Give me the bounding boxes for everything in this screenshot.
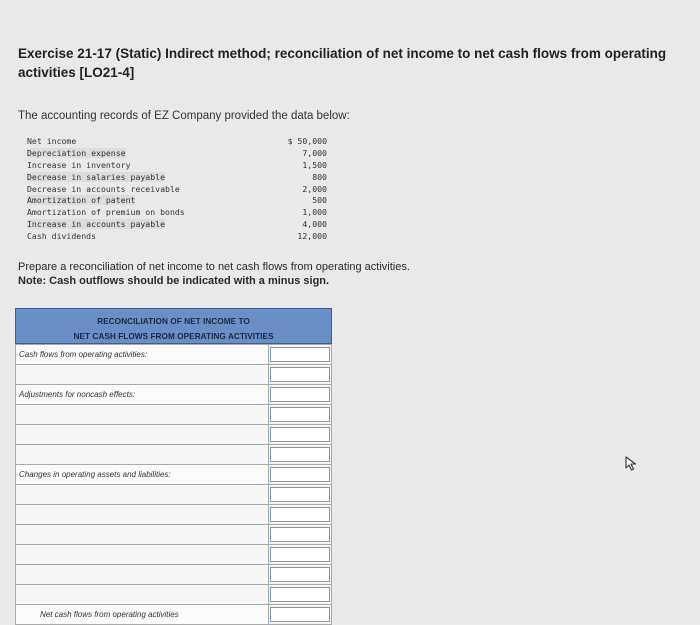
table-row — [16, 385, 332, 405]
amount-input[interactable] — [270, 407, 330, 422]
data-row — [27, 219, 327, 231]
entry-label-input[interactable] — [16, 425, 269, 445]
amount-input[interactable] — [270, 387, 330, 402]
data-row-value: 4,000 — [302, 219, 327, 230]
amount-cell[interactable] — [269, 445, 332, 465]
data-row-label: Cash dividends — [27, 231, 97, 242]
total-amount-input[interactable] — [270, 607, 330, 622]
entry-label-input[interactable] — [16, 505, 269, 525]
amount-cell[interactable] — [269, 345, 332, 365]
amount-cell[interactable] — [269, 465, 332, 485]
table-row — [16, 545, 332, 565]
data-row-value: 2,000 — [302, 183, 327, 194]
data-row-label: Decrease in accounts receivable — [27, 183, 180, 194]
table-row — [16, 465, 332, 485]
section-label-cash-flows: Cash flows from operating activities: — [16, 345, 269, 365]
exercise-title: Exercise 21-17 (Static) Indirect method; reconciliation of net income to net cash flows from operating activities [LO21-4] — [18, 46, 667, 80]
data-row-label: Decrease in salaries payable — [27, 171, 166, 182]
amount-cell[interactable] — [269, 405, 332, 425]
amount-cell[interactable] — [269, 505, 332, 525]
amount-input[interactable] — [270, 547, 330, 562]
data-row-label: Depreciation expense — [27, 147, 126, 158]
entry-label-input[interactable] — [16, 485, 269, 505]
data-row-value: 7,000 — [302, 147, 327, 158]
amount-cell[interactable] — [269, 425, 332, 445]
entry-label-input[interactable] — [16, 585, 269, 605]
data-row — [27, 207, 327, 219]
amount-input[interactable] — [270, 467, 330, 482]
mouse-pointer-icon — [625, 456, 639, 472]
data-row-label: Net income — [27, 136, 77, 146]
instruction-text: Prepare a reconciliation of net income to net cash flows from operating activities. — [18, 261, 410, 273]
data-row — [27, 195, 327, 207]
entry-label-input[interactable] — [16, 365, 269, 385]
header-line-1: RECONCILIATION OF NET INCOME TO — [97, 316, 250, 326]
data-row-value: $ 50,000 — [287, 136, 327, 146]
reconciliation-table — [15, 344, 332, 625]
data-row — [27, 172, 327, 184]
amount-input[interactable] — [270, 447, 330, 462]
data-list — [27, 136, 327, 243]
amount-input[interactable] — [270, 587, 330, 602]
table-row — [16, 405, 332, 425]
table-row — [16, 585, 332, 605]
table-row — [16, 525, 332, 545]
amount-cell[interactable] — [269, 585, 332, 605]
table-row — [16, 445, 332, 465]
amount-cell[interactable] — [269, 545, 332, 565]
instructions — [18, 260, 410, 288]
section-label-adjustments: Adjustments for noncash effects: — [16, 385, 269, 405]
reconciliation-form — [15, 308, 332, 625]
table-row — [16, 505, 332, 525]
intro-text: The accounting records of EZ Company provided the data below: — [18, 110, 350, 122]
total-label: Net cash flows from operating activities — [16, 605, 269, 625]
amount-input[interactable] — [270, 427, 330, 442]
data-row — [27, 160, 327, 172]
amount-input[interactable] — [270, 507, 330, 522]
data-row — [27, 184, 327, 196]
data-row-label: Increase in accounts payable — [27, 219, 166, 230]
amount-input[interactable] — [270, 527, 330, 542]
entry-label-input[interactable] — [16, 545, 269, 565]
amount-cell[interactable] — [269, 365, 332, 385]
table-row — [16, 605, 332, 625]
data-row — [27, 231, 327, 243]
data-row-value: 12,000 — [297, 231, 327, 242]
reconciliation-header — [15, 308, 332, 344]
table-row — [16, 365, 332, 385]
entry-label-input[interactable] — [16, 445, 269, 465]
data-row-label: Amortization of premium on bonds — [27, 207, 185, 218]
data-row-value: 1,000 — [302, 207, 327, 218]
entry-label-input[interactable] — [16, 565, 269, 585]
amount-cell[interactable] — [269, 565, 332, 585]
entry-label-input[interactable] — [16, 405, 269, 425]
data-row-label: Increase in inventory — [27, 159, 131, 170]
data-row — [27, 148, 327, 160]
data-row-value: 500 — [312, 195, 327, 206]
table-row — [16, 565, 332, 585]
amount-cell[interactable] — [269, 385, 332, 405]
data-row — [27, 136, 327, 148]
table-row — [16, 485, 332, 505]
entry-label-input[interactable] — [16, 525, 269, 545]
data-row-value: 1,500 — [302, 159, 327, 170]
section-label-changes: Changes in operating assets and liabilities: — [16, 465, 269, 485]
table-row — [16, 425, 332, 445]
amount-cell[interactable] — [269, 525, 332, 545]
amount-cell[interactable] — [269, 605, 332, 625]
data-row-label: Amortization of patent — [27, 195, 136, 206]
header-line-2: NET CASH FLOWS FROM OPERATING ACTIVITIES — [73, 331, 274, 341]
amount-input[interactable] — [270, 487, 330, 502]
amount-input[interactable] — [270, 367, 330, 382]
table-row — [16, 345, 332, 365]
amount-cell[interactable] — [269, 485, 332, 505]
amount-input[interactable] — [270, 347, 330, 362]
amount-input[interactable] — [270, 567, 330, 582]
note-text: Note: Cash outflows should be indicated with a minus sign. — [18, 275, 330, 287]
data-row-value: 800 — [312, 171, 327, 182]
